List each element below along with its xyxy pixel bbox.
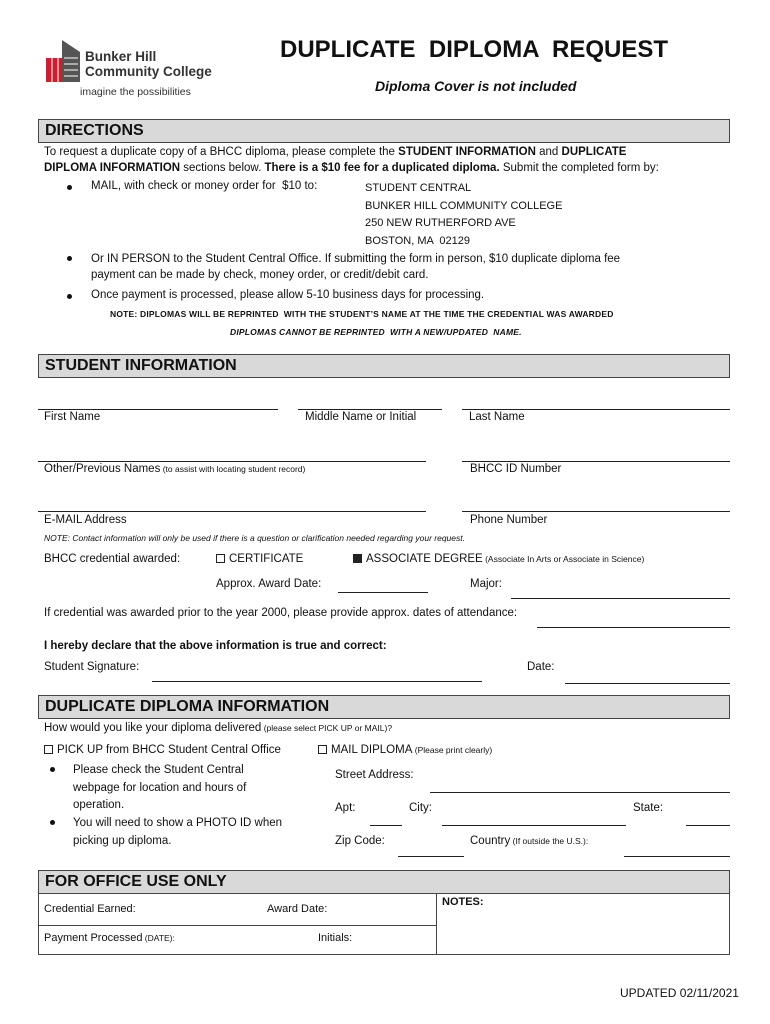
pickup-bullet-text: You will need to show a PHOTO ID when [73,817,283,829]
credential-label: BHCC credential awarded: [44,553,181,565]
certificate-checkbox[interactable] [216,554,225,563]
email-field[interactable] [38,511,426,512]
zip-code-field[interactable] [398,856,464,857]
directions-text: DIPLOMA INFORMATION [44,162,181,174]
duplicate-diploma-header: DUPLICATE DIPLOMA INFORMATION [38,695,730,719]
in-person-text: Or IN PERSON to the Student Central Office. If submitting the form in person, $10 duplicate diploma fee [91,253,621,265]
processing-instruction: Once payment is processed, please allow 5-10 business days for processing. [91,289,485,301]
bullet-icon [50,820,55,825]
office-award-date-label: Award Date: [267,903,328,915]
delivery-question-text: How would you like your diploma delivered [44,722,262,734]
associate-label: ASSOCIATE DEGREE [366,553,483,565]
street-address-label: Street Address: [335,769,414,781]
country-field[interactable] [624,856,730,857]
country-note: (If outside the U.S.): [510,836,589,846]
directions-text: Submit the completed form by: [499,162,659,174]
signature-label: Student Signature: [44,661,140,673]
payment-processed-text: Payment Processed [44,932,143,944]
apt-field[interactable] [370,825,402,826]
associate-checkbox[interactable] [353,554,362,563]
directions-paragraph [44,144,730,176]
directions-header: DIRECTIONS [38,119,730,143]
city-label: City: [409,802,432,814]
logo-line1: Bunker Hill [85,49,157,64]
other-names-note: (to assist with locating student record) [160,464,306,474]
city-field[interactable] [442,825,626,826]
other-names-label [44,463,305,475]
bullet-icon [67,185,72,190]
pickup-bullet-2 [73,815,282,850]
associate-option[interactable] [353,553,644,565]
middle-name-field[interactable] [298,409,442,410]
pickup-bullet-text: operation. [73,799,125,811]
award-date-field[interactable] [338,592,428,593]
contact-note: NOTE: Contact information will only be used if there is a question or clarification needed regarding your request. [44,533,465,543]
notes-label: NOTES: [442,896,484,908]
bhcc-id-label: BHCC ID Number [470,463,562,475]
signature-date-field[interactable] [565,683,730,684]
declaration-text: I hereby declare that the above information is true and correct: [44,640,387,652]
attendance-dates-field[interactable] [537,627,730,628]
certificate-label: CERTIFICATE [229,553,304,565]
award-date-label: Approx. Award Date: [216,578,322,590]
bullet-icon [67,256,72,261]
first-name-field[interactable] [38,409,278,410]
zip-code-label: Zip Code: [335,835,385,847]
mail-instruction: MAIL, with check or money order for $10 to: [91,180,318,192]
updated-date: UPDATED 02/11/2021 [620,986,739,1000]
address-line: BOSTON, MA 02129 [365,234,470,247]
payment-processed-note: (DATE): [142,933,175,943]
pickup-bullet-text: Please check the Student Central [73,764,244,776]
email-label: E-MAIL Address [44,514,127,526]
street-address-field[interactable] [430,792,730,793]
directions-text: To request a duplicate copy of a BHCC diploma, please complete the [44,146,399,158]
other-names-text: Other/Previous Names [44,463,161,475]
bullet-icon [50,767,55,772]
pickup-bullet-text: picking up diploma. [73,834,172,847]
address-line: STUDENT CENTRAL [365,182,472,194]
associate-note: (Associate In Arts or Associate in Science) [482,554,645,564]
phone-field[interactable] [462,511,730,512]
office-use-header: FOR OFFICE USE ONLY [38,870,730,894]
in-person-text: payment can be made by check, money order, or credit/debit card. [91,269,429,281]
pickup-label: PICK UP from BHCC Student Central Office [57,744,281,756]
mail-note: (Please print clearly) [412,745,493,755]
phone-label: Phone Number [470,514,548,526]
state-label: State: [633,802,664,814]
form-subtitle: Diploma Cover is not included [375,78,577,94]
reprint-note-1: NOTE: DIPLOMAS WILL BE REPRINTED WITH THE STUDENT’S NAME AT THE TIME THE CREDENTIAL WAS AWARDED [110,309,614,319]
mailing-address [365,180,562,250]
in-person-instruction [91,251,620,283]
office-notes-divider [436,893,437,955]
directions-text: DUPLICATE [561,146,627,158]
bullet-icon [67,294,72,299]
other-names-field[interactable] [38,461,426,462]
state-field[interactable] [686,825,730,826]
office-row-divider [38,925,436,926]
first-name-label: First Name [44,411,101,423]
major-label: Major: [470,578,502,590]
student-info-header: STUDENT INFORMATION [38,354,730,378]
pickup-checkbox[interactable] [44,745,53,754]
payment-processed-label [44,932,175,944]
logo-line2: Community College [85,64,212,79]
middle-name-label: Middle Name or Initial [305,411,417,423]
initials-label: Initials: [318,932,353,944]
last-name-label: Last Name [469,411,525,423]
address-line: BUNKER HILL COMMUNITY COLLEGE [365,199,563,212]
delivery-question [44,722,392,734]
reprint-note-2: DIPLOMAS CANNOT BE REPRINTED WITH A NEW/UPDATED NAME. [230,327,522,337]
delivery-question-note: (please select PICK UP or MAIL)? [261,723,393,733]
logo-mark-icon [44,40,84,84]
bhcc-id-field[interactable] [462,461,730,462]
signature-date-label: Date: [527,661,555,673]
college-logo [44,38,224,100]
last-name-field[interactable] [462,409,730,410]
pickup-option[interactable] [44,744,281,756]
mail-option[interactable] [318,744,492,756]
credential-earned-label: Credential Earned: [44,903,136,915]
country-text: Country [470,835,511,847]
mail-checkbox[interactable] [318,745,327,754]
apt-label: Apt: [335,802,356,814]
address-line: 250 NEW RUTHERFORD AVE [365,217,516,229]
form-title: DUPLICATE DIPLOMA REQUEST [280,36,669,63]
directions-text: STUDENT INFORMATION [398,146,536,158]
certificate-option[interactable] [216,553,303,565]
directions-text: sections below. [180,162,265,174]
mail-label: MAIL DIPLOMA [331,744,413,756]
pickup-bullet-text: webpage for location and hours of [73,781,247,794]
major-field[interactable] [511,598,730,599]
country-label [470,835,588,847]
pickup-bullet-1 [73,762,246,815]
directions-text: There is a $10 fee for a duplicated diploma. [264,162,500,174]
signature-field[interactable] [152,681,482,682]
directions-text: and [535,146,562,158]
prior-2000-label: If credential was awarded prior to the year 2000, please provide approx. dates of attendance: [44,607,518,619]
logo-tagline: imagine the possibilities [80,86,191,98]
